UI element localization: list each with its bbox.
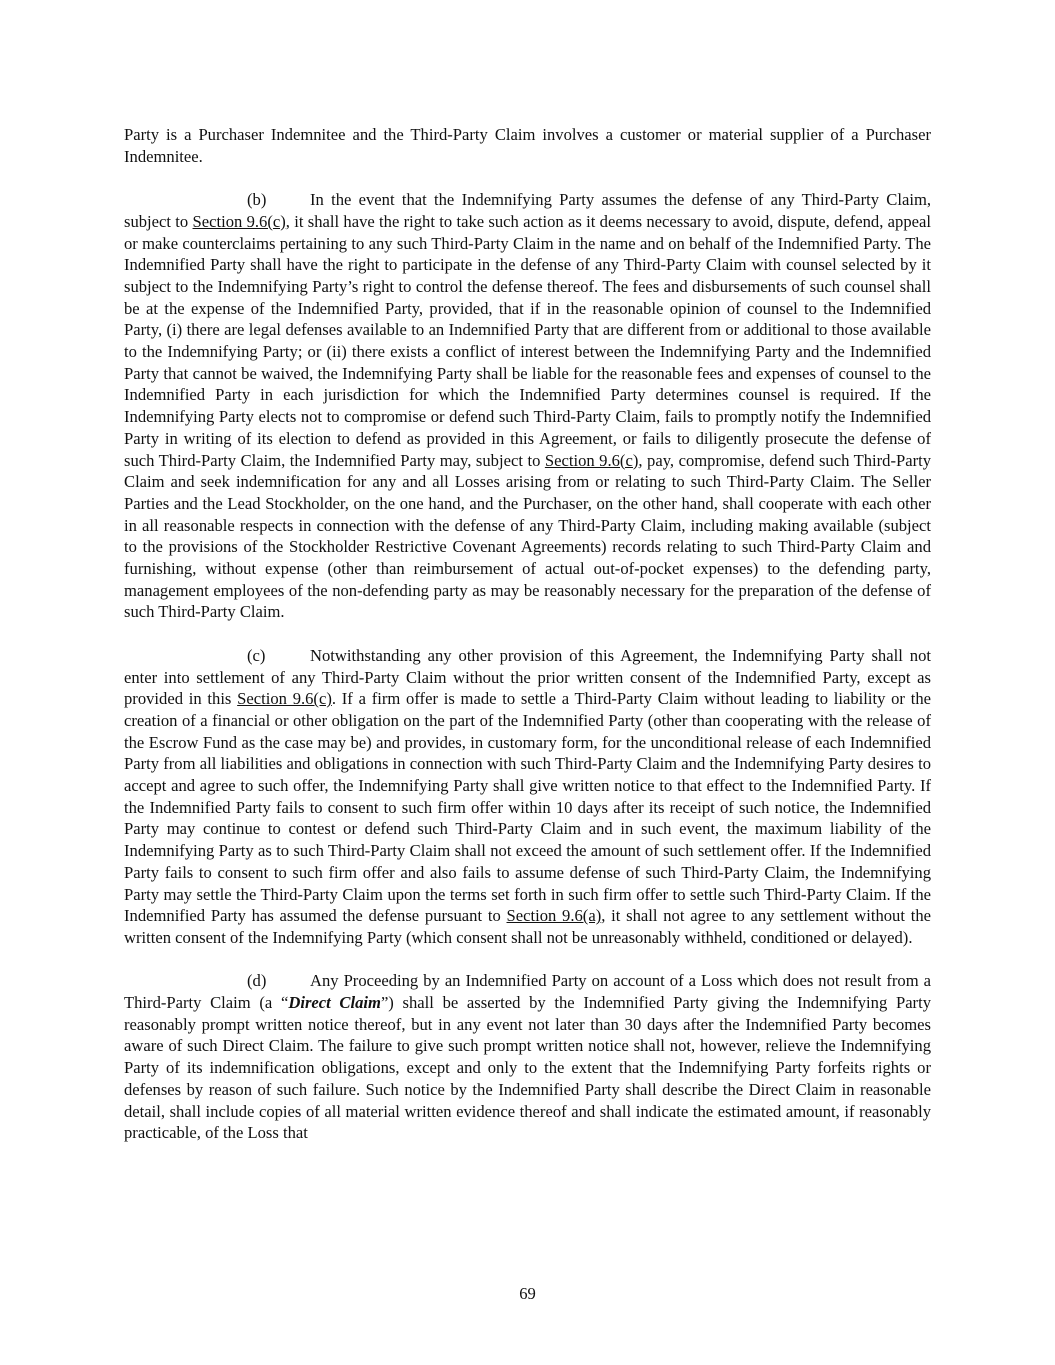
section-ref-9-6-a: Section 9.6(a) — [506, 906, 602, 926]
paragraph-c-text-3: , it shall not agree to any settlement without the written consent of the Indemnifying Party (which consent shall not be unreasonably withheld, conditioned or delayed). — [124, 906, 931, 947]
section-ref-9-6-c: Section 9.6(c) — [544, 450, 639, 470]
paragraph-d — [124, 970, 931, 1144]
paragraph-c-enum: (c) — [247, 645, 266, 665]
paragraph-c-text-2: . If a firm offer is made to settle a Third-Party Claim without leading to liability or the creation of a financial or other obligation on the part of the Indemnified Party (other than cooperating with the release of the Escrow Fund as the case may be) and provides, in customary form, for the unconditional release of each Indemnified Party from all liabilities and obligations in connection with such Third-Party Claim and the Indemnifying Party desires to accept and agree to such offer, the Indemnifying Party shall give written notice to that effect to the Indemnified Party. If the Indemnified Party fails to consent to such firm offer within 10 days after its receipt of such notice, the Indemnified Party may continue to contest or defend such Third-Party Claim and in such event, the maximum liability of the Indemnifying Party as to such Third-Party Claim shall not exceed the amount of such settlement offer. If the Indemnified Party fails to consent to such firm offer and also fails to assume defense of such Third-Party Claim, the Indemnifying Party may settle the Third-Party Claim upon the terms set forth in such firm offer to settle such Third-Party Claim. If the Indemnified Party has assumed the defense pursuant to — [124, 689, 931, 926]
section-ref-9-6-c: Section 9.6(c) — [237, 689, 332, 709]
page-number: 69 — [519, 1284, 536, 1303]
paragraph-b-text-1: In the event that the Indemnifying Party assumes the defense of any Third-Party Claim, subject to — [124, 190, 931, 231]
section-ref-9-6-c: Section 9.6(c) — [192, 211, 286, 231]
paragraph-d-text-2: ”) shall be asserted by the Indemnified Party giving the Indemnifying Party reasonably prompt written notice thereof, but in any event not later than 30 days after the Indemnified Party becomes aware of such Direct Claim. The failure to give such prompt written notice shall not, however, relieve the Indemnifying Party of its indemnification obligations, except and only to the extent that the Indemnifying Party forfeits rights or defenses by reason of such failure. Such notice by the Indemnified Party shall describe the Direct Claim in reasonable detail, shall include copies of all material written evidence thereof and shall indicate the estimated amount, if reasonably practicable, of the Loss that — [124, 993, 931, 1143]
defined-term-direct-claim: Direct Claim — [288, 993, 381, 1013]
paragraph-b-text-3: , pay, compromise, defend such Third-Party Claim and seek indemnification for any and all Losses arising from or relating to such Third-Party Claim. The Seller Parties and the Lead Stockholder, on the one hand, and the Purchaser, on the other hand, shall cooperate with each other in all reasonable respects in connection with the defense of any Third-Party Claim, including making available (subject to the provisions of the Stockholder Restrictive Covenant Agreements) records relating to such Third-Party Claim and furnishing, without expense (other than reimbursement of actual out-of-pocket expenses) to the defending party, management employees of the non-defending party as may be reasonably necessary for the preparation of the defense of such Third-Party Claim. — [124, 450, 932, 622]
paragraph-continued-text: Party is a Purchaser Indemnitee and the Third-Party Claim involves a customer or material supplier of a Purchaser Indemnitee. — [124, 125, 931, 166]
paragraph-d-text-1: Any Proceeding by an Indemnified Party on account of a Loss which does not result from a Third-Party Claim (a “ — [124, 971, 931, 1013]
paragraph-c-text-1: Notwithstanding any other provision of this Agreement, the Indemnifying Party shall not enter into settlement of any Third-Party Claim without the prior written consent of the Indemnified Party, except as provided in this — [124, 645, 931, 709]
document-page — [124, 124, 931, 1144]
paragraph-continued — [124, 124, 931, 167]
paragraph-b-enum: (b) — [247, 190, 267, 210]
paragraph-d-enum: (d) — [247, 971, 267, 991]
paragraph-c — [124, 645, 931, 949]
paragraph-b — [124, 189, 931, 623]
paragraph-b-text-2: , it shall have the right to take such action as it deems necessary to avoid, dispute, defend, appeal or make counterclaims pertaining to any such Third-Party Claim in the name and on behalf of the Indemnified Party. The Indemnified Party shall have the right to participate in the defense of any Third-Party Claim with counsel selected by it subject to the Indemnifying Party’s right to control the defense thereof. The fees and disbursements of such counsel shall be at the expense of the Indemnified Party, provided, that if in the reasonable opinion of counsel to the Indemnified Party, (i) there are legal defenses available to an Indemnified Party that are different from or additional to those available to the Indemnifying Party; or (ii) there exists a conflict of interest between the Indemnifying Party and the Indemnified Party that cannot be waived, the Indemnifying Party shall be liable for the reasonable fees and expenses of counsel to the Indemnified Party in each jurisdiction for which the Indemnified Party determines counsel is required. If the Indemnifying Party elects not to compromise or defend such Third-Party Claim, fails to promptly notify the Indemnified Party in writing of its election to defend as provided in this Agreement, or fails to diligently prosecute the defense of such Third-Party Claim, the Indemnified Party may, subject to — [124, 211, 931, 470]
